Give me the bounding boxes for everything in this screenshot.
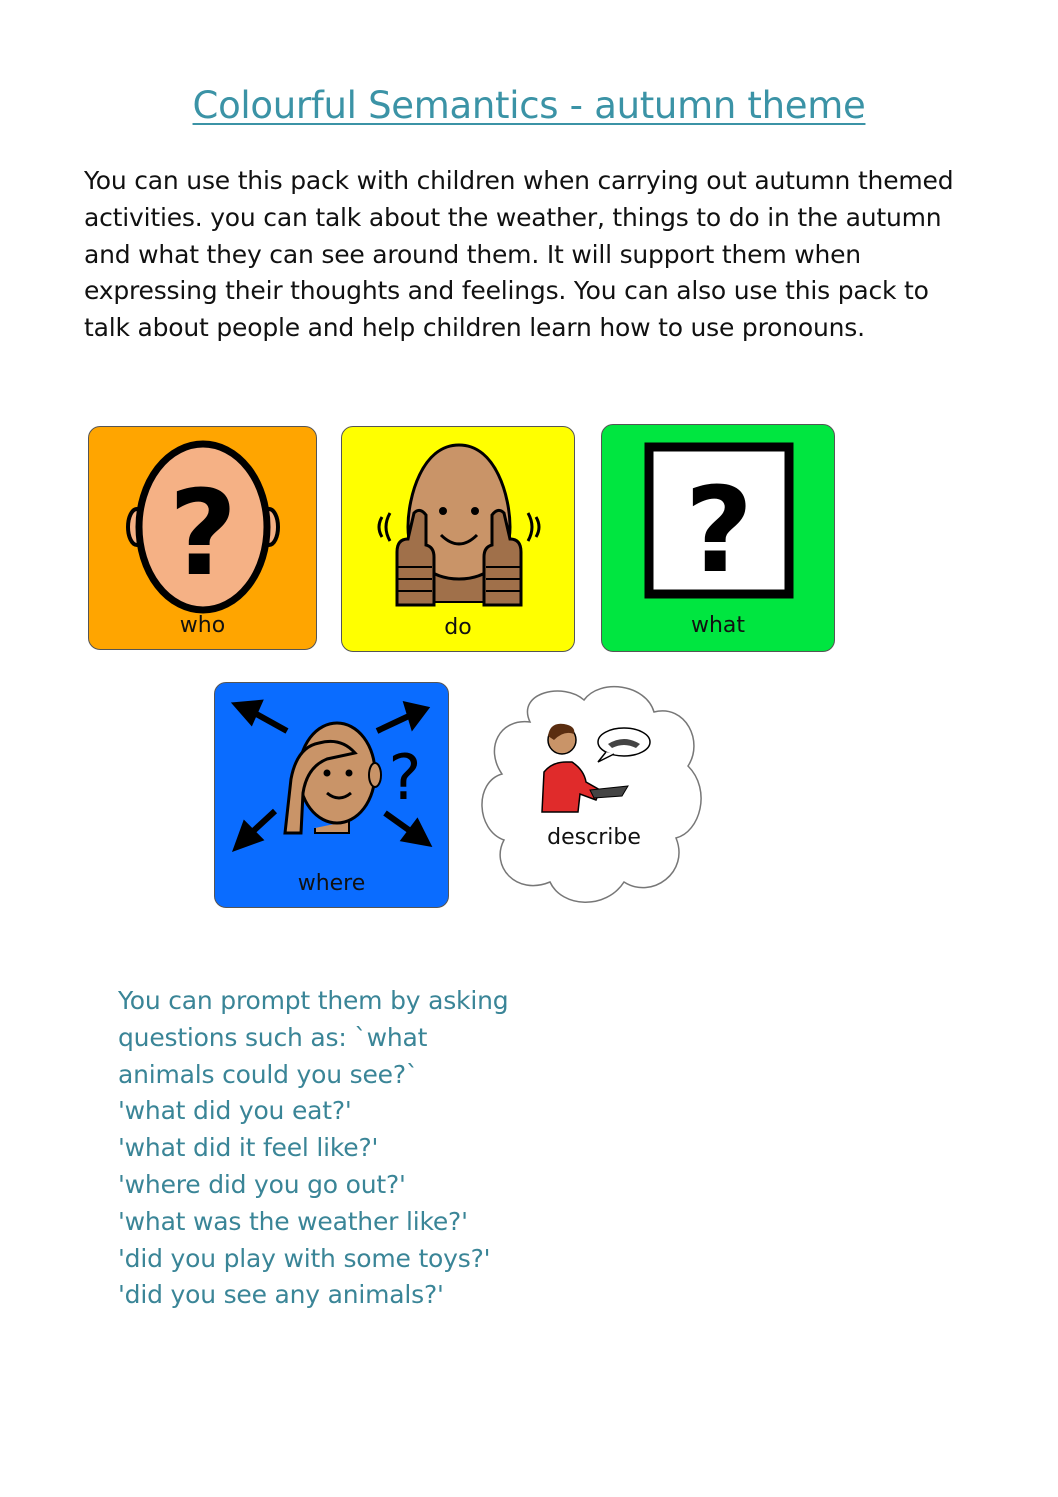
prompt-line: 'what did it feel like?' (118, 1133, 379, 1163)
prompt-questions (118, 983, 638, 1314)
svg-text:?: ? (168, 464, 238, 602)
card-do (341, 426, 575, 652)
prompt-line: 'what was the weather like?' (118, 1206, 468, 1236)
prompt-line: 'what did you eat?' (118, 1096, 352, 1126)
prompt-line: You can prompt them by asking (118, 986, 509, 1015)
card-who-label: who (179, 613, 226, 638)
card-do-label: do (444, 615, 472, 640)
card-what-label: what (690, 613, 746, 638)
person-describing-cloud-icon (476, 682, 712, 908)
prompt-line: 'did you play with some toys?' (118, 1243, 491, 1273)
intro-paragraph: You can use this pack with children when carrying out autumn themed activities. you can talk about the weather, things to do in the autumn and what they can see around them. It will support them when expressing their thoughts and feelings. You can also use this pack to talk about people and help children learn how to use pronouns. (84, 166, 954, 343)
page-title: Colourful Semantics - autumn theme (192, 84, 866, 127)
svg-text:?: ? (388, 741, 422, 814)
card-where (214, 682, 449, 908)
card-describe (476, 682, 712, 908)
card-describe-label: describe (547, 825, 641, 850)
card-who (88, 426, 317, 650)
card-where-label: where (297, 871, 366, 896)
svg-text:?: ? (684, 461, 754, 599)
prompt-line: 'where did you go out?' (118, 1169, 406, 1199)
card-what (601, 424, 835, 652)
prompt-line: animals could you see?` (118, 1059, 419, 1089)
prompt-line: 'did you see any animals?' (118, 1280, 444, 1310)
prompt-line: questions such as: `what (118, 1022, 428, 1052)
